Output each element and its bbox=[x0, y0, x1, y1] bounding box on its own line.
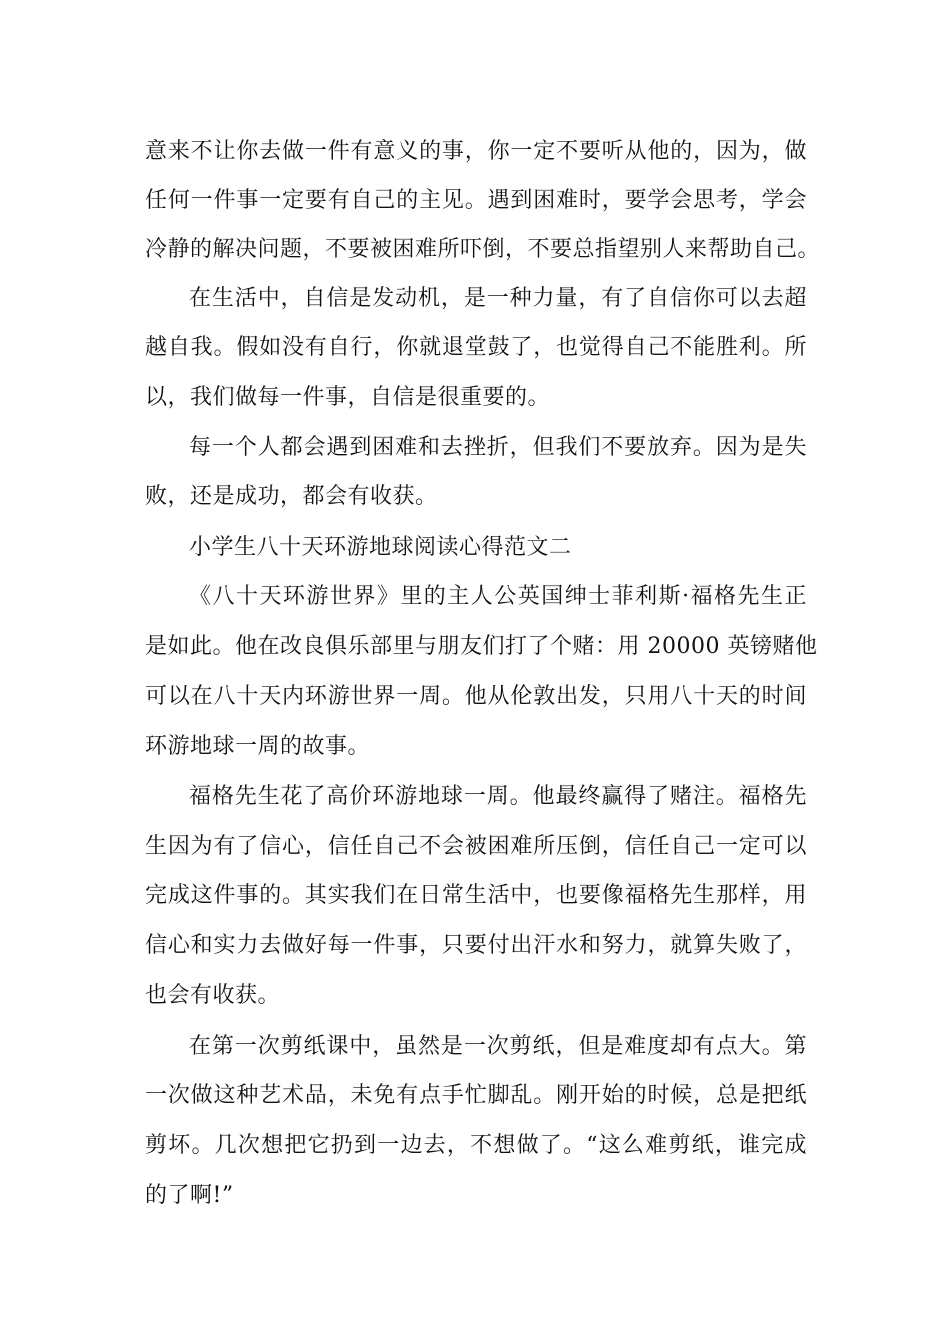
text-line: 生因为有了信心，信任自己不会被困难所压倒，信任自己一定可以 bbox=[145, 834, 807, 859]
text-line: 败，还是成功，都会有收获。 bbox=[145, 484, 438, 509]
text-line: 以，我们做每一件事，自信是很重要的。 bbox=[145, 385, 551, 410]
text-line: 越自我。假如没有自行，你就退堂鼓了，也觉得自己不能胜利。所 bbox=[145, 335, 807, 360]
text-line: 的了啊!” bbox=[145, 1183, 234, 1208]
paragraph-first-line: 在生活中，自信是发动机，是一种力量，有了自信你可以去超 bbox=[189, 286, 807, 311]
paragraph-first-line: 在第一次剪纸课中，虽然是一次剪纸，但是难度却有点大。第 bbox=[189, 1034, 807, 1059]
text-line: 一次做这种艺术品，未免有点手忙脚乱。刚开始的时候，总是把纸 bbox=[145, 1083, 807, 1108]
paragraph-first-line: 每一个人都会遇到困难和去挫折，但我们不要放弃。因为是失 bbox=[189, 435, 807, 460]
paragraph-first-line: 《八十天环游世界》里的主人公英国绅士菲利斯·福格先生正 bbox=[189, 584, 807, 609]
text-line: 可以在八十天内环游世界一周。他从伦敦出发，只用八十天的时间 bbox=[145, 684, 807, 709]
text-line: 信心和实力去做好每一件事，只要付出汗水和努力，就算失败了， bbox=[145, 933, 807, 958]
text-line: 完成这件事的。其实我们在日常生活中，也要像福格先生那样，用 bbox=[145, 883, 807, 908]
paragraph-first-line: 福格先生花了高价环游地球一周。他最终赢得了赌注。福格先 bbox=[189, 784, 807, 809]
text-line: 环游地球一周的故事。 bbox=[145, 734, 371, 759]
text-line: 剪坏。几次想把它扔到一边去，不想做了。“这么难剪纸，谁完成 bbox=[145, 1133, 807, 1158]
text-line: 也会有收获。 bbox=[145, 983, 281, 1008]
text-line: 是如此。他在改良俱乐部里与朋友们打了个赌：用 20000 英镑赌他 bbox=[145, 634, 818, 659]
text-line: 任何一件事一定要有自己的主见。遇到困难时，要学会思考，学会 bbox=[145, 188, 807, 213]
text-line: 意来不让你去做一件有意义的事，你一定不要听从他的，因为，做 bbox=[145, 139, 807, 164]
section-heading: 小学生八十天环游地球阅读心得范文二 bbox=[189, 535, 572, 560]
text-line: 冷静的解决问题，不要被困难所吓倒，不要总指望别人来帮助自己。 bbox=[145, 237, 821, 262]
